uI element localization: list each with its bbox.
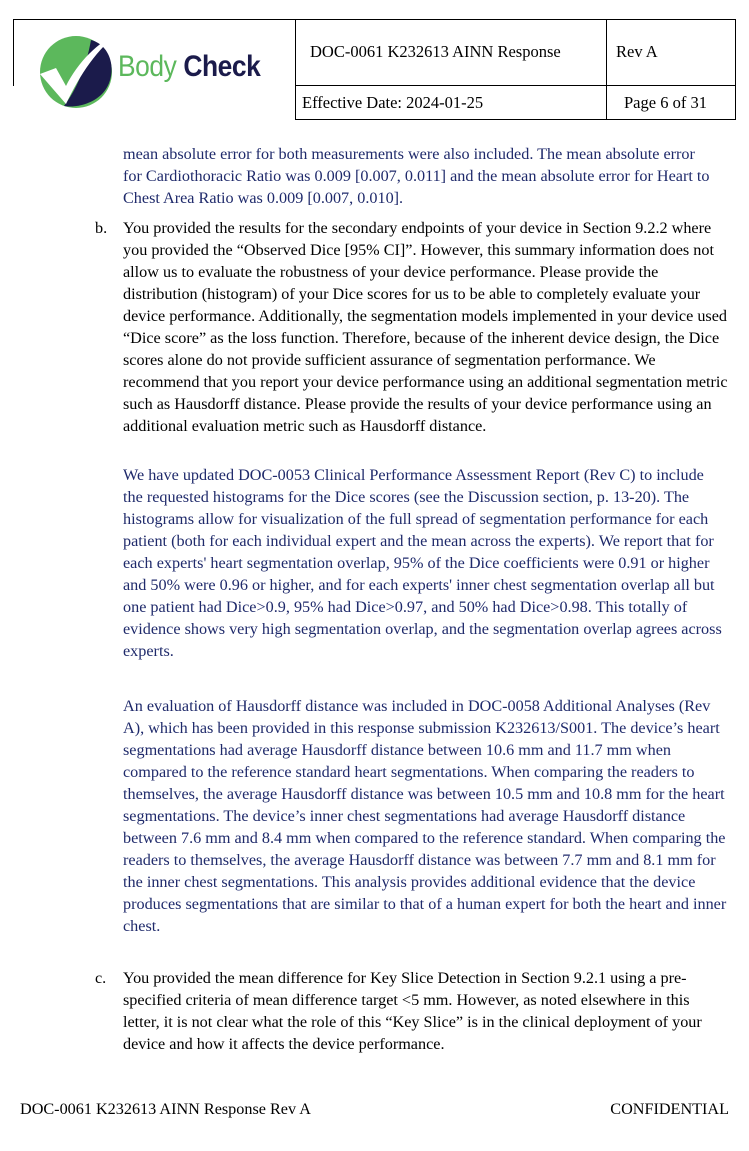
logo-word-check: Check xyxy=(183,50,261,83)
request-paragraph-b: You provided the results for the secondary endpoints of your device in Section 9.2.2 where you provided the “Observed Dice [95% CI]”. However, this summary information does not allow us to evaluate the robustness of your device performance. Please provide the distribution (histogram) of your Dice scores for us to be able to completely evaluate your device performance. Additionally, the segmentation models implemented in your device used “Dice score” as the loss function. Therefore, because of the inherent device design, the Dice scores alone do not provide sufficient assurance of segmentation performance. We recommend that you report your device performance using an additional segmentation metric such as Hausdorff distance. Please provide the results of your device performance using an additional evaluation metric such as Hausdorff distance. xyxy=(123,219,728,435)
footer-confidential: CONFIDENTIAL xyxy=(610,1100,729,1118)
doc-title: DOC-0061 K232613 AINN Response xyxy=(310,42,561,61)
body-check-logo xyxy=(36,28,276,108)
response-paragraph-b-2: An evaluation of Hausdorff distance was included in DOC-0058 Additional Analyses (Rev A), which has been provided in this response submission K232613/S001. The device’s heart segmentations had average Hausdorff distance between 10.6 mm and 11.7 mm when compared to the reference standard heart segmentations. When comparing the readers to themselves, the average Hausdorff distance was between 10.5 mm and 10.8 mm for the heart segmentations. The device’s inner chest segmentations had average Hausdorff distance between 7.6 mm and 8.4 mm when compared to the reference standard. When comparing the readers to themselves, the average Hausdorff distance was between 7.7 mm and 8.1 mm for the inner chest segmentations. This analysis provides additional evidence that the device produces segmentations that are similar to that of a human expert for both the heart and inner chest. xyxy=(123,697,727,935)
header-divider-2 xyxy=(606,19,607,120)
request-paragraph-c: You provided the mean difference for Key Slice Detection in Section 9.2.1 using a pre-specified criteria of mean difference target <5 mm. However, as noted elsewhere in this letter, it is not clear what the role of this “Key Slice” is in the clinical deployment of your device and how it affects the device performance. xyxy=(123,969,702,1053)
logo-wordmark xyxy=(118,50,260,84)
header-border-middle xyxy=(295,85,736,86)
header-border-top xyxy=(13,19,736,20)
header-border-left xyxy=(13,19,14,86)
item-label-c: c. xyxy=(95,969,107,987)
header-divider-1 xyxy=(295,19,296,120)
document-header xyxy=(0,0,749,130)
checkmark-circle-icon xyxy=(36,28,124,108)
header-border-right xyxy=(735,19,736,120)
revision: Rev A xyxy=(616,42,658,61)
header-border-bottom xyxy=(295,119,736,120)
footer-doc-reference: DOC-0061 K232613 AINN Response Rev A xyxy=(20,1100,311,1118)
page-number: Page 6 of 31 xyxy=(624,93,707,112)
response-paragraph-b-1: We have updated DOC-0053 Clinical Performance Assessment Report (Rev C) to include the requested histograms for the Dice scores (see the Discussion section, p. 13-20). The histograms allow for visualization of the full spread of segmentation performance for each patient (both for each individual expert and the mean across the experts). We report that for each experts' heart segmentation overlap, 95% of the Dice coefficients were 0.91 or higher and 50% were 0.96 or higher, and for each experts' inner chest segmentation overlap all but one patient had Dice>0.9, 95% had Dice>0.97, and 50% had Dice>0.98. This totally of evidence shows very high segmentation overlap, and the segmentation overlap agrees across experts. xyxy=(123,466,722,660)
logo-word-body: Body xyxy=(118,50,177,83)
item-label-b: b. xyxy=(95,219,108,237)
effective-date: Effective Date: 2024-01-25 xyxy=(302,93,484,112)
response-paragraph-continuation: mean absolute error for both measurements were also included. The mean absolute error for Cardiothoracic Ratio was 0.009 [0.007, 0.011] and the mean absolute error for Heart to Chest Area Ratio was 0.009 [0.007, 0.010]. xyxy=(123,145,710,207)
